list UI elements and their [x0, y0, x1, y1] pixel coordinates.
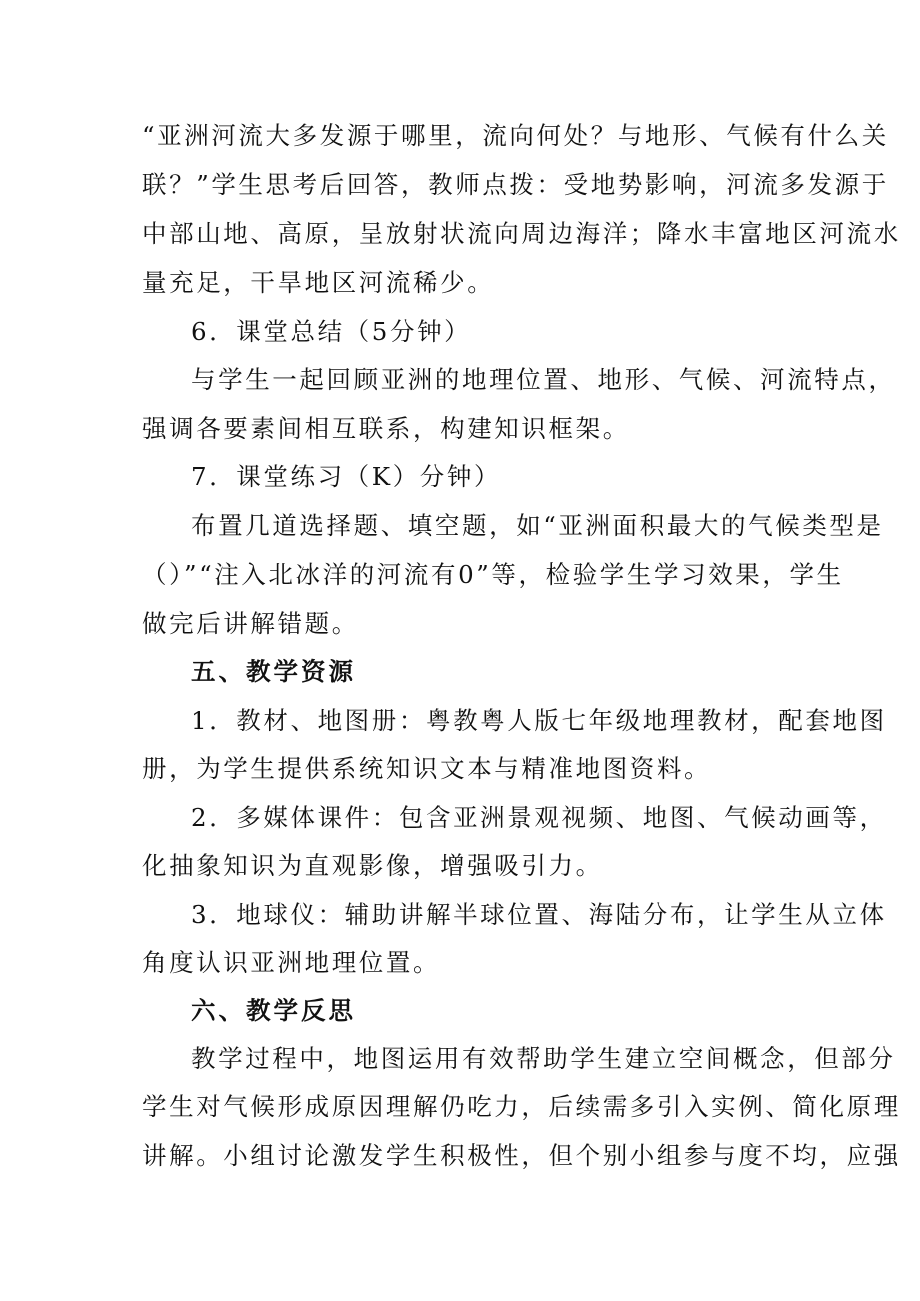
body-text-line: 布置几道选择题、填空题，如“亚洲面积最大的气候类型是	[191, 511, 884, 540]
body-text-line: 讲解。小组讨论激发学生积极性，但个别小组参与度不均，应强	[142, 1141, 901, 1170]
section-heading: 五、教学资源	[191, 657, 356, 686]
section-item-heading: 6．课堂总结（5分钟）	[191, 317, 472, 346]
body-text-line: 册，为学生提供系统知识文本与精准地图资料。	[142, 754, 712, 783]
body-text-line: 量充足，干旱地区河流稀少。	[142, 268, 495, 297]
body-text-line: 联？”学生思考后回答，教师点拨：受地势影响，河流多发源于	[142, 170, 889, 199]
list-item: 2．多媒体课件：包含亚洲景观视频、地图、气候动画等，	[191, 803, 887, 832]
body-text-line: 化抽象知识为直观影像，增强吸引力。	[142, 851, 603, 880]
section-heading: 六、教学反思	[191, 996, 356, 1025]
body-text-line: （）”“注入北冰洋的河流有0”等，检验学生学习效果，学生	[142, 560, 844, 589]
list-item: 3．地球仪：辅助讲解半球位置、海陆分布，让学生从立体	[191, 900, 887, 929]
section-item-heading: 7．课堂练习（K）分钟）	[191, 462, 502, 491]
body-text-line: 做完后讲解错题。	[142, 609, 359, 638]
body-text-line: 教学过程中，地图运用有效帮助学生建立空间概念，但部分	[191, 1044, 896, 1073]
body-text-line: 与学生一起回顾亚洲的地理位置、地形、气候、河流特点，	[191, 365, 896, 394]
body-text-line: 学生对气候形成原因理解仍吃力，后续需多引入实例、简化原理	[142, 1092, 901, 1121]
list-item: 1．教材、地图册：粤教粤人版七年级地理教材，配套地图	[191, 706, 887, 735]
body-text-line: 强调各要素间相互联系，构建知识框架。	[142, 414, 630, 443]
body-text-line: “亚洲河流大多发源于哪里，流向何处？与地形、气候有什么关	[142, 121, 889, 150]
body-text-line: 中部山地、高原，呈放射状流向周边海洋；降水丰富地区河流水	[142, 219, 901, 248]
body-text-line: 角度认识亚洲地理位置。	[142, 948, 441, 977]
